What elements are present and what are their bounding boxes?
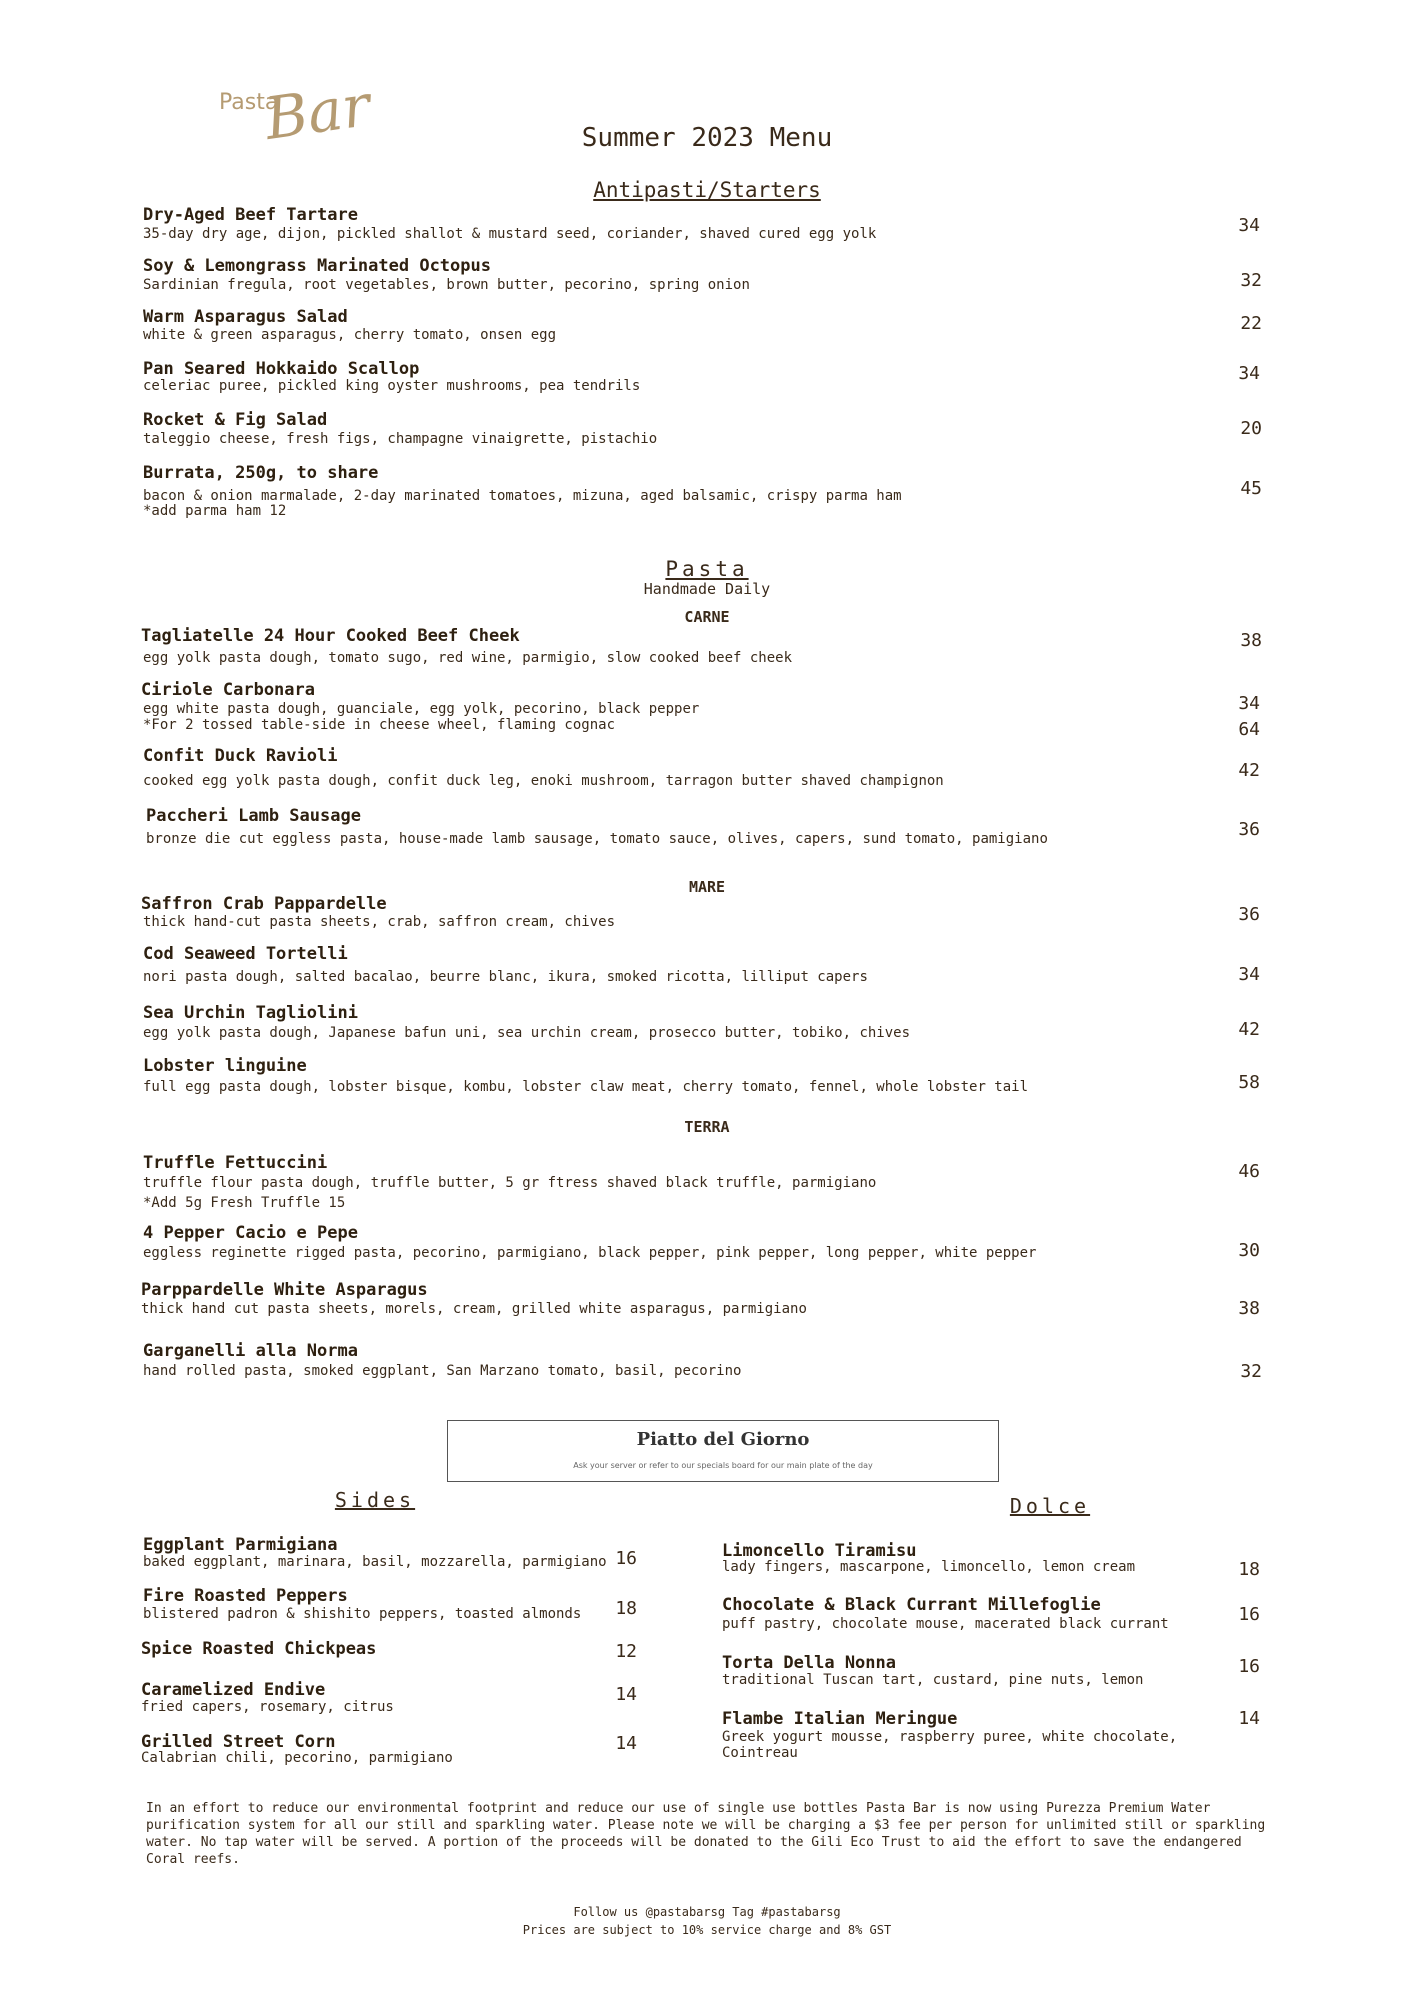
terra-item-name: 4 Pepper Cacio e Pepe — [143, 1223, 358, 1243]
antipasti-item-name: Dry-Aged Beef Tartare — [143, 205, 358, 225]
antipasti-heading: Antipasti/Starters — [593, 178, 821, 202]
sides-heading: Sides — [334, 1488, 416, 1512]
carne-item-desc: egg white pasta dough, guanciale, egg yolk, pecorino, black pepper — [143, 701, 700, 717]
piatto-subtitle: Ask your server or refer to our specials board for our main plate of the day — [573, 1461, 873, 1470]
carne-item-name: Ciriole Carbonara — [141, 680, 315, 700]
dolce-item-price: 16 — [1238, 1604, 1260, 1625]
side-item-desc: Calabrian chili, pecorino, parmigiano — [141, 1750, 453, 1766]
terra-item-name: Garganelli alla Norma — [143, 1341, 358, 1361]
side-item-name: Spice Roasted Chickpeas — [141, 1639, 377, 1659]
carne-item-name: Tagliatelle 24 Hour Cooked Beef Cheek — [141, 626, 520, 646]
antipasti-item-desc: bacon & onion marmalade, 2-day marinated tomatoes, mizuna, aged balsamic, crispy parma ham — [143, 488, 902, 504]
antipasti-item-desc: Sardinian fregula, root vegetables, brown butter, pecorino, spring onion — [143, 277, 750, 293]
side-item-price: 14 — [615, 1684, 637, 1705]
dolce-item-name: Limoncello Tiramisu — [722, 1541, 917, 1561]
terra-item-name: Parppardelle White Asparagus — [141, 1280, 428, 1300]
antipasti-item-name: Pan Seared Hokkaido Scallop — [143, 359, 420, 379]
side-item-price: 18 — [615, 1598, 637, 1619]
antipasti-item-price: 45 — [1240, 478, 1262, 499]
antipasti-item-name: Warm Asparagus Salad — [143, 307, 348, 327]
carne-label: CARNE — [684, 608, 730, 626]
side-item-name: Fire Roasted Peppers — [143, 1586, 348, 1606]
antipasti-item-price: 20 — [1240, 418, 1262, 439]
side-item-name: Caramelized Endive — [141, 1680, 326, 1700]
mare-item-name: Sea Urchin Tagliolini — [143, 1003, 358, 1023]
carne-item-desc: cooked egg yolk pasta dough, confit duck leg, enoki mushroom, tarragon butter shaved champignon — [143, 773, 944, 789]
pasta-subheading: Handmade Daily — [643, 580, 771, 598]
carne-item-note: *For 2 tossed table-side in cheese wheel, flaming cognac — [143, 717, 616, 733]
carne-item-price: 42 — [1238, 760, 1260, 781]
dolce-item-desc-continued: Cointreau — [722, 1745, 798, 1761]
mare-item-price: 58 — [1238, 1072, 1260, 1093]
dolce-item-price: 14 — [1238, 1708, 1260, 1729]
terra-label: TERRA — [684, 1118, 730, 1136]
dolce-item-desc: lady fingers, mascarpone, limoncello, lemon cream — [722, 1559, 1136, 1575]
side-item-desc: blistered padron & shishito peppers, toasted almonds — [143, 1606, 582, 1622]
antipasti-item-name: Burrata, 250g, to share — [143, 463, 379, 483]
carne-item-desc: egg yolk pasta dough, tomato sugo, red wine, parmigio, slow cooked beef cheek — [143, 650, 793, 666]
mare-item-name: Saffron Crab Pappardelle — [141, 894, 387, 914]
antipasti-item-price: 22 — [1240, 313, 1262, 334]
carne-item-price: 36 — [1238, 819, 1260, 840]
menu-title: Summer 2023 Menu — [581, 123, 833, 153]
dolce-item-name: Torta Della Nonna — [722, 1653, 896, 1673]
dolce-item-desc: puff pastry, chocolate mouse, macerated black currant — [722, 1616, 1169, 1632]
carne-item-price-for-two: 64 — [1238, 719, 1260, 740]
side-item-desc: baked eggplant, marinara, basil, mozzarella, parmigiano — [143, 1554, 607, 1570]
antipasti-item-price: 32 — [1240, 270, 1262, 291]
terra-item-price: 32 — [1240, 1361, 1262, 1382]
antipasti-item-note: *add parma ham 12 — [143, 503, 287, 519]
terra-item-desc: truffle flour pasta dough, truffle butter, 5 gr ftress shaved black truffle, parmigiano — [143, 1175, 877, 1191]
side-item-name: Eggplant Parmigiana — [143, 1535, 338, 1555]
mare-item-price: 42 — [1238, 1019, 1260, 1040]
side-item-price: 14 — [615, 1733, 637, 1754]
dolce-heading: Dolce — [1009, 1494, 1091, 1518]
antipasti-item-name: Rocket & Fig Salad — [143, 410, 328, 430]
carne-item-desc: bronze die cut eggless pasta, house-made lamb sausage, tomato sauce, olives, capers, sund tomato, pamigiano — [146, 831, 1048, 847]
side-item-name: Grilled Street Corn — [141, 1732, 336, 1752]
terra-item-desc: thick hand cut pasta sheets, morels, cream, grilled white asparagus, parmigiano — [141, 1301, 807, 1317]
terra-item-note: *Add 5g Fresh Truffle 15 — [143, 1195, 346, 1211]
antipasti-item-desc: taleggio cheese, fresh figs, champagne vinaigrette, pistachio — [143, 431, 658, 447]
logo-word-pasta: Pasta — [219, 90, 279, 115]
mare-item-desc: thick hand-cut pasta sheets, crab, saffron cream, chives — [143, 914, 616, 930]
piatto-del-giorno-box — [447, 1420, 999, 1482]
side-item-desc: fried capers, rosemary, citrus — [141, 1699, 394, 1715]
dolce-item-price: 16 — [1238, 1656, 1260, 1677]
logo-word-bar: Bar — [260, 71, 375, 153]
dolce-item-name: Chocolate & Black Currant Millefoglie — [722, 1595, 1101, 1615]
antipasti-item-price: 34 — [1238, 215, 1260, 236]
carne-item-price: 38 — [1240, 630, 1262, 651]
side-item-price: 16 — [615, 1548, 637, 1569]
antipasti-item-desc: celeriac puree, pickled king oyster mushrooms, pea tendrils — [143, 378, 641, 394]
mare-item-price: 36 — [1238, 904, 1260, 925]
dolce-item-desc: Greek yogurt mousse, raspberry puree, white chocolate, — [722, 1729, 1178, 1745]
carne-item-price: 34 — [1238, 693, 1260, 714]
pasta-heading: Pasta — [665, 557, 749, 581]
carne-item-name: Confit Duck Ravioli — [143, 746, 338, 766]
piatto-title: Piatto del Giorno — [636, 1429, 810, 1450]
mare-item-name: Cod Seaweed Tortelli — [143, 944, 348, 964]
carne-item-name: Paccheri Lamb Sausage — [146, 806, 361, 826]
terra-item-desc: hand rolled pasta, smoked eggplant, San Marzano tomato, basil, pecorino — [143, 1363, 742, 1379]
service-charge-line: Prices are subject to 10% service charge and 8% GST — [522, 1923, 892, 1937]
mare-item-desc: nori pasta dough, salted bacalao, beurre blanc, ikura, smoked ricotta, lilliput capers — [143, 969, 868, 985]
mare-item-name: Lobster linguine — [143, 1056, 307, 1076]
terra-item-price: 38 — [1238, 1298, 1260, 1319]
dolce-item-name: Flambe Italian Meringue — [722, 1709, 958, 1729]
dolce-item-desc: traditional Tuscan tart, custard, pine nuts, lemon — [722, 1672, 1144, 1688]
mare-item-price: 34 — [1238, 964, 1260, 985]
terra-item-name: Truffle Fettuccini — [143, 1153, 328, 1173]
antipasti-item-price: 34 — [1238, 363, 1260, 384]
side-item-price: 12 — [615, 1641, 637, 1662]
mare-item-desc: egg yolk pasta dough, Japanese bafun uni, sea urchin cream, prosecco butter, tobiko, chives — [143, 1025, 911, 1041]
mare-item-desc: full egg pasta dough, lobster bisque, kombu, lobster claw meat, cherry tomato, fennel, whole lobster tail — [143, 1079, 1029, 1095]
terra-item-price: 46 — [1238, 1161, 1260, 1182]
terra-item-desc: eggless reginette rigged pasta, pecorino, parmigiano, black pepper, pink pepper, long pepper, white pepper — [143, 1245, 1037, 1261]
antipasti-item-name: Soy & Lemongrass Marinated Octopus — [143, 256, 491, 276]
mare-label: MARE — [688, 878, 726, 896]
terra-item-price: 30 — [1238, 1240, 1260, 1261]
water-policy-note: In an effort to reduce our environmental footprint and reduce our use of single use bottles Pasta Bar is now using Purezza Premium Water purification system for all our still and sparkling water. Please note we will be charging a $3 fee per person for unlimited still or sparkling water. No tap water will be served. A portion of the proceeds will be donated to the Gili Eco Trust to aid the effort to save the endangered Coral reefs. — [146, 1801, 1266, 1867]
antipasti-item-desc: 35-day dry age, dijon, pickled shallot & mustard seed, coriander, shaved cured egg yolk — [143, 226, 877, 242]
social-tag-line: Follow us @pastabarsg Tag #pastabarsg — [573, 1905, 841, 1919]
antipasti-item-desc: white & green asparagus, cherry tomato, onsen egg — [143, 327, 557, 343]
dolce-item-price: 18 — [1238, 1559, 1260, 1580]
